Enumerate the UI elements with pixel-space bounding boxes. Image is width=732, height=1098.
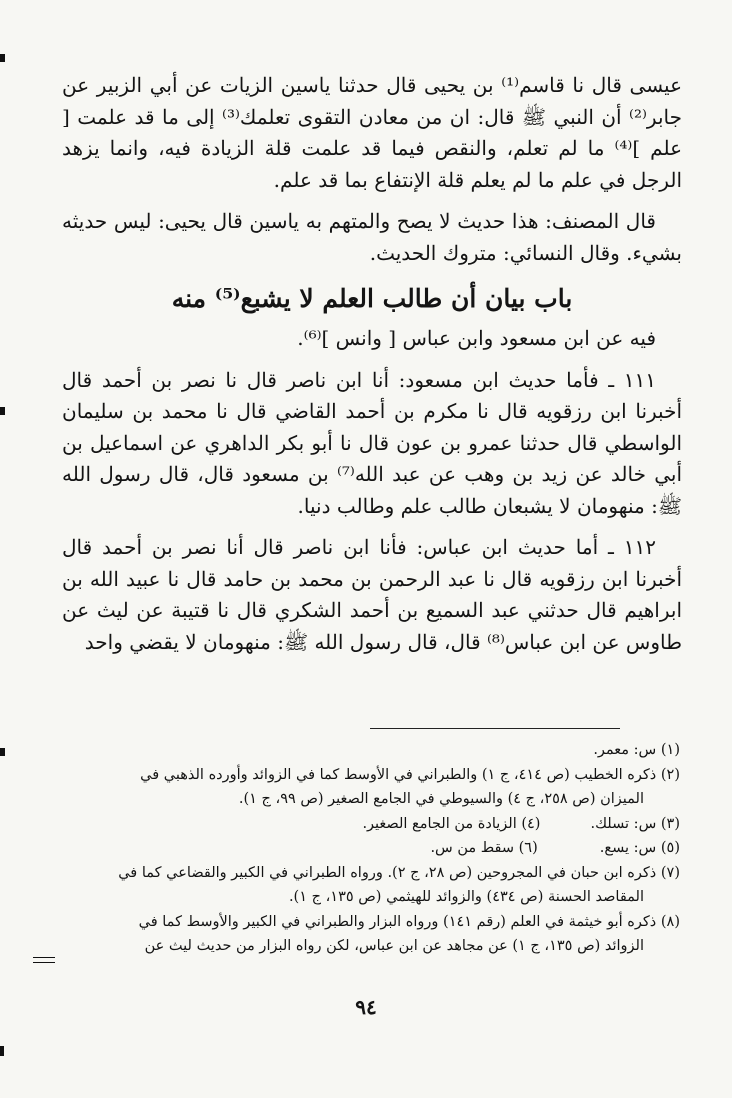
footnote-7-continued: المقاصد الحسنة (ص ٤٣٤) والزوائد للهيثمي (ص ١٣٥، ج ١). [288,889,644,905]
scan-edge-mark [0,1046,4,1056]
page-number: ٩٤ [355,995,377,1019]
hadith-111: ١١١ ـ فأما حديث ابن مسعود: أنا ابن ناصر قال نا نصر بن أحمد قال أخبرنا ابن رزقويه قال نا مكرم بن أحمد القاضي قال نا محمد بن سليمان الواسطي قال حدثنا عمرو بن عون قال نا أبو بكر الداهري عن اسماعيل بن أبي خالد عن زيد بن وهب عن عبد الله⁽⁷⁾ بن مسعود قال، قال رسول الله ﷺ: منهومان لا يشبعان طالب علم وطالب دنيا. [62,367,683,518]
chapter-title: باب بيان أن طالب العلم لا يشبع⁽⁵⁾ منه [171,284,573,313]
footnote-2: (٢) ذكره الخطيب (ص ٤١٤، ج ١) والطبراني في الأوسط كما في الزوائد وأورده الذهبي في [140,766,680,783]
footnote-8: (٨) ذكره أبو خيثمة في العلم (رقم ١٤١) ورواه البزار والطبراني في الكبير والأوسط كما في [138,913,680,930]
footnote-2-continued: الميزان (ص ٢٥٨، ج ٤) والسيوطي في الجامع الصغير (ص ٩٩، ج ١). [238,791,644,807]
footnote-7: (٧) ذكره ابن حبان في المجروحين (ص ٢٨، ج ٢). ورواه الطبراني في الكبير والقضاعي كما في [118,864,680,881]
footnote-row-3-4 [62,812,680,837]
footnote-separator [370,728,620,729]
hadith-112: ١١٢ ـ أما حديث ابن عباس: فأنا ابن ناصر قال أنا نصر بن أحمد قال أخبرنا ابن رزقويه قال نا عبد الرحمن بن محمد بن حامد قال نا عبيد الله بن ابراهيم قال حدثني عبد السميع بن أحمد الشكري قال نا قتيبة عن ليث عن طاوس عن ابن عباس⁽⁸⁾ قال، قال رسول الله ﷺ: منهومان لا يقضي واحد [62,535,682,654]
scan-edge-mark [0,54,5,62]
footnote-4: (٤) الزيادة من الجامع الصغير. [362,815,541,832]
paragraph-author-comment: قال المصنف: هذا حديث لا يصح والمتهم به ياسين قال يحيى: ليس حديثه بشيء. وقال النسائي: متروك الحديث. [62,209,682,265]
footnote-5: (٥) س: يسع. [599,840,680,856]
footnote-row-5-6 [62,836,680,861]
paragraph-hadith-jabir: عيسى قال نا قاسم⁽¹⁾ بن يحيى قال حدثنا ياسين الزيات عن أبي الزبير عن جابر⁽²⁾ أن النبي ﷺ قال: ان من معادن التقوى تعلمك⁽³⁾ إلى ما قد علمت [ علم ]⁽⁴⁾ ما لم تعلم، والنقص فيما قد علمت قلة الزيادة فيه، وانما يزهد الرجل في علم ما لم يعلم قلة الإنتفاع بما قد علم. [62,73,682,192]
chapter-intro: فيه عن ابن مسعود وابن عباس [ وانس ]⁽⁶⁾. [297,326,656,350]
footnote-1: (١) س: معمر. [593,742,680,758]
footnotes [62,738,680,959]
footnote-6: (٦) سقط من س. [430,840,538,856]
scan-edge-mark [0,748,5,756]
footnote-8-continued: الزوائد (ص ١٣٥، ج ١) عن مجاهد عن ابن عباس، لكن رواه البزار من حديث ليث عن [144,938,644,954]
continuation-mark [33,962,55,963]
footnote-3: (٣) س: تسلك. [590,815,680,832]
continuation-mark [33,957,55,958]
main-text [62,70,682,668]
scan-edge-mark [0,407,5,415]
